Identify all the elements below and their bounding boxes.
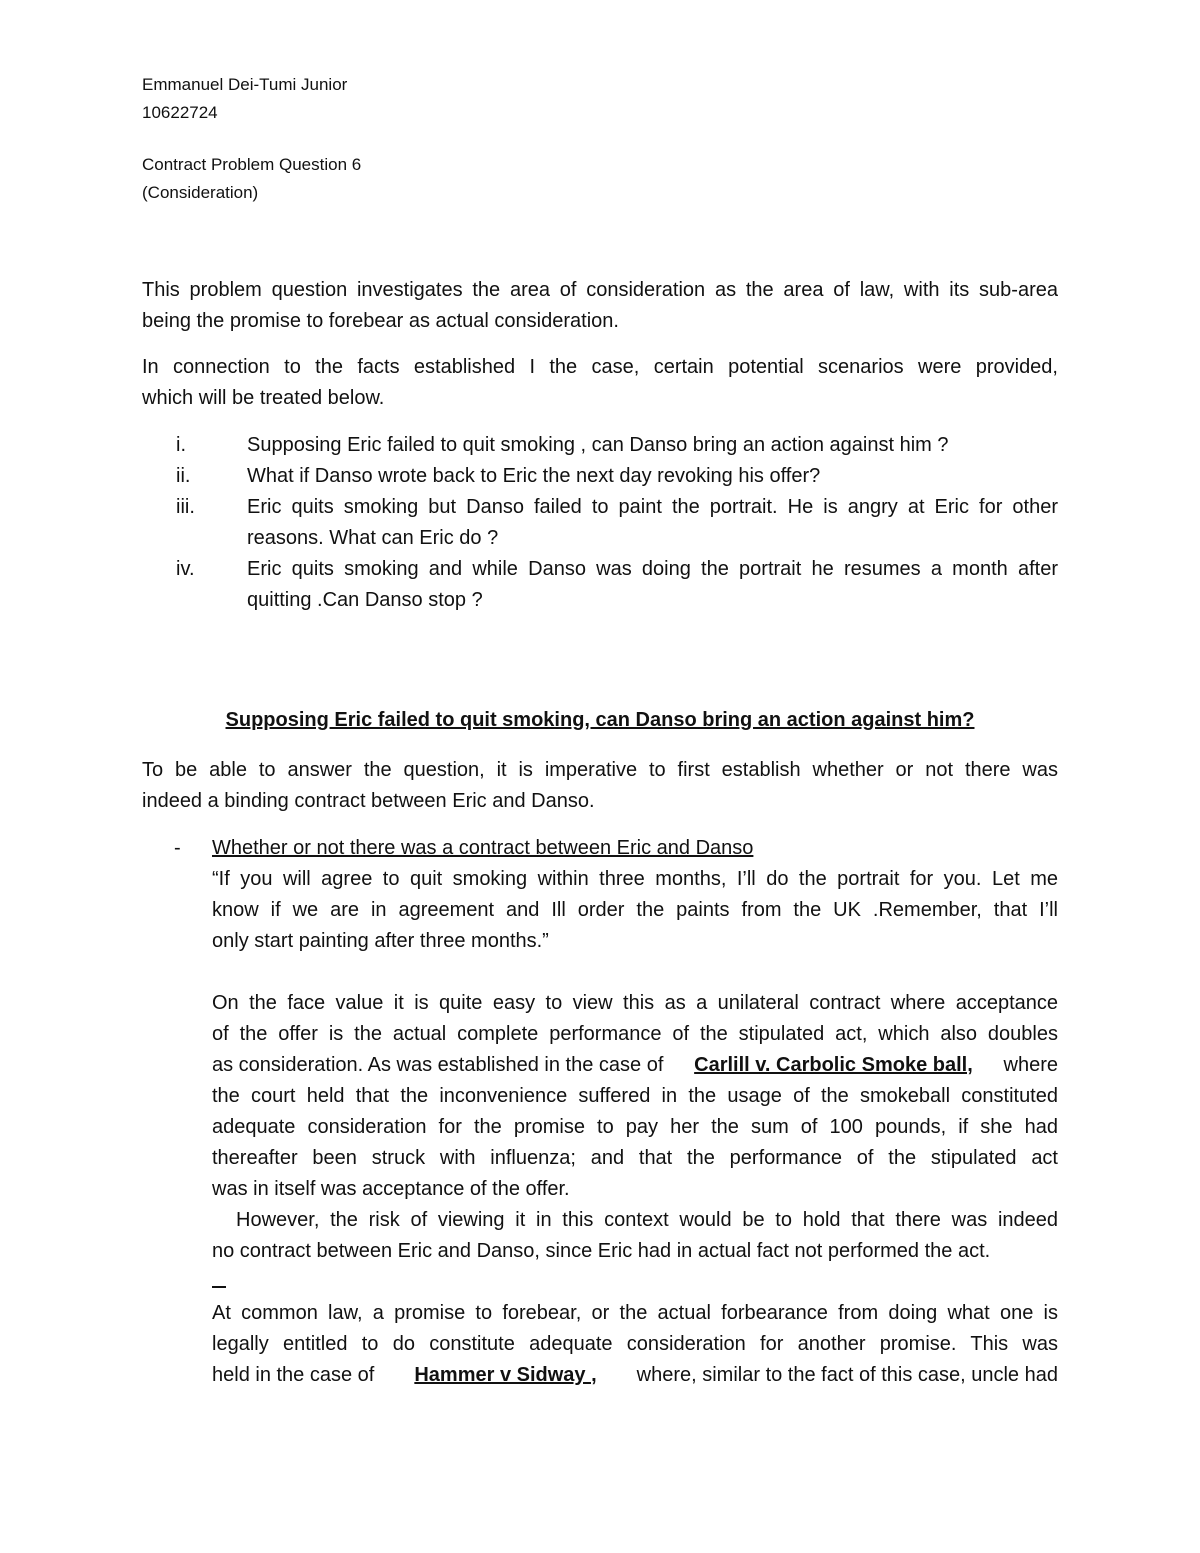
section-heading: Supposing Eric failed to quit smoking, can Danso bring an action against him? (225, 709, 975, 731)
short-rule-mark (212, 1286, 226, 1288)
para2-line-1: However, the risk of viewing it in this context would be to hold that there was indeed (236, 1209, 1058, 1231)
quote-line-1: “If you will agree to quit smoking within three months, I’ll do the portrait for you. Let me (212, 868, 1058, 890)
list-item-text-continued: reasons. What can Eric do ? (247, 527, 499, 549)
short-rule (212, 1267, 1058, 1298)
intro-paragraph-2 (142, 352, 1058, 414)
list-item-text: Eric quits smoking and while Danso was doing the portrait he resumes a month after (247, 558, 1058, 580)
para3-line-3 (212, 1360, 1058, 1391)
para3-line-1: At common law, a promise to forebear, or the actual forbearance from doing what one is (212, 1302, 1058, 1324)
bullet-block (212, 833, 1058, 1391)
section-p1-line1: To be able to answer the question, it is imperative to first establish whether or not there was (142, 759, 1058, 781)
intro-paragraph-1 (142, 275, 1058, 337)
section-paragraph (142, 755, 1058, 817)
intro-p1-line1: This problem question investigates the area of consideration as the area of law, with its sub-area (142, 279, 1058, 301)
para2-line-2: no contract between Eric and Danso, since Eric had in actual fact not performed the act. (212, 1240, 991, 1262)
list-item (142, 554, 1058, 616)
intro-p2-line2: which will be treated below. (142, 387, 385, 409)
para1-line-2: of the offer is the actual complete performance of the stipulated act, which also doubles (212, 1023, 1058, 1045)
document-subtitle: (Consideration) (142, 183, 259, 202)
case-citation-hammer: Hammer v Sidway , (414, 1364, 597, 1386)
case-citation-carlill: Carlill v. Carbolic Smoke ball, (694, 1054, 973, 1076)
quote-line-3: only start painting after three months.” (212, 930, 549, 952)
para1-line-3-text: as consideration. As was established in the case of (212, 1054, 664, 1076)
list-item-text-continued: quitting .Can Danso stop ? (247, 589, 483, 611)
para1-line-5: adequate consideration for the promise to pay her the sum of 100 pounds, if she had (212, 1116, 1058, 1138)
spacer (212, 957, 1058, 988)
list-item-text: Supposing Eric failed to quit smoking , can Danso bring an action against him ? (247, 434, 949, 456)
para3-line-2: legally entitled to do constitute adequate consideration for another promise. This was (212, 1333, 1058, 1355)
para3-line-3-text: held in the case of (212, 1364, 375, 1386)
list-item-number: ii. (176, 465, 191, 487)
list-item (142, 430, 1058, 461)
para1-line-7: was in itself was acceptance of the offer. (212, 1178, 570, 1200)
scenario-list (142, 430, 1058, 616)
section-p1-line2: indeed a binding contract between Eric and Danso. (142, 790, 595, 812)
list-item (142, 492, 1058, 554)
author-name: Emmanuel Dei-Tumi Junior (142, 75, 348, 94)
bullet-heading: Whether or not there was a contract between Eric and Danso (212, 837, 754, 859)
student-id: 10622724 (142, 103, 218, 122)
intro-p1-line2: being the promise to forebear as actual consideration. (142, 310, 619, 332)
para1-line-4: the court held that the inconvenience suffered in the usage of the smokeball constituted (212, 1085, 1058, 1107)
document-title: Contract Problem Question 6 (142, 155, 362, 174)
list-item-number: iv. (176, 558, 195, 580)
para1-line-3-end: where (1003, 1054, 1058, 1076)
para1-line-1: On the face value it is quite easy to view this as a unilateral contract where acceptance (212, 992, 1058, 1014)
quote-line-2: know if we are in agreement and Ill order the paints from the UK .Remember, that I’ll (212, 899, 1058, 921)
list-item-number: i. (176, 434, 186, 456)
para1-line-3 (212, 1050, 1058, 1081)
para3-line-3-end: where, similar to the fact of this case, uncle had (636, 1364, 1058, 1386)
bullet-dash: - (174, 837, 181, 859)
list-item-text: Eric quits smoking but Danso failed to paint the portrait. He is angry at Eric for other (247, 496, 1058, 518)
list-item-text: What if Danso wrote back to Eric the next day revoking his offer? (247, 465, 821, 487)
list-item (142, 461, 1058, 492)
list-item-number: iii. (176, 496, 195, 518)
intro-p2-line1: In connection to the facts established I the case, certain potential scenarios were provided, (142, 356, 1058, 378)
para1-line-6: thereafter been struck with influenza; and that the performance of the stipulated act (212, 1147, 1058, 1169)
